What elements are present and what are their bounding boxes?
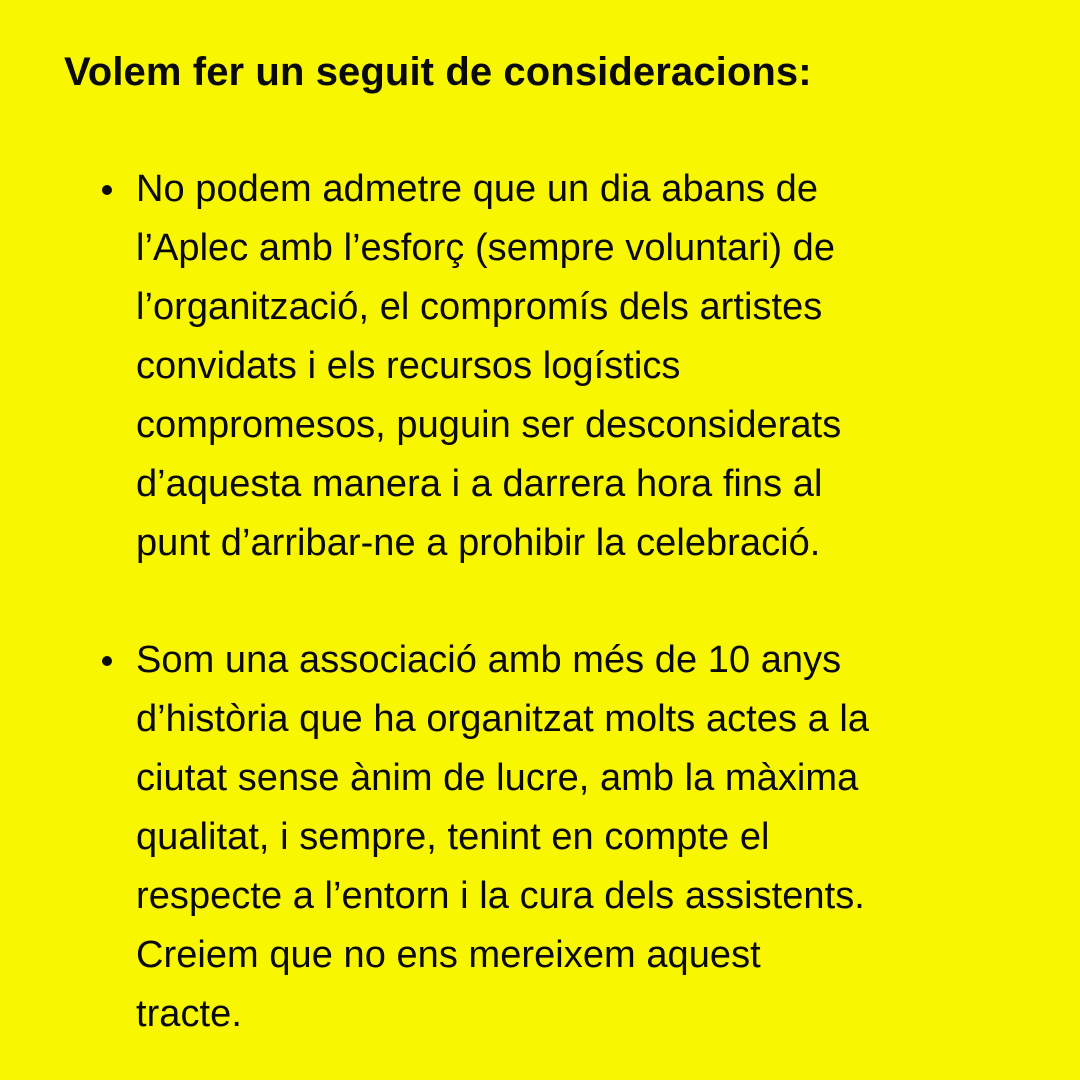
- page-title: Volem fer un seguit de consideracions:: [64, 50, 812, 94]
- bullet-icon: [102, 185, 112, 195]
- list-item: [136, 631, 1076, 1044]
- bullet-icon: [102, 656, 112, 666]
- text-line: convidats i els recursos logístics: [136, 345, 681, 387]
- text-line: l’Aplec amb l’esforç (sempre voluntari) de: [136, 227, 836, 269]
- text-line: punt d’arribar-ne a prohibir la celebració.: [136, 522, 821, 564]
- text-line: No podem admetre que un dia abans de: [136, 168, 819, 210]
- text-line: respecte a l’entorn i la cura dels assistents.: [136, 875, 865, 917]
- text-line: Som una associació amb més de 10 anys: [136, 639, 842, 681]
- text-line: ciutat sense ànim de lucre, amb la màxima: [136, 757, 859, 799]
- text-line: tracte.: [136, 993, 242, 1035]
- text-line: l’organització, el compromís dels artistes: [136, 286, 823, 328]
- list-item: [136, 160, 1076, 573]
- text-line: compromesos, puguin ser desconsiderats: [136, 404, 842, 446]
- text-line: d’història que ha organitzat molts actes a la: [136, 698, 870, 740]
- considerations-list: [136, 160, 1076, 1044]
- text-line: qualitat, i sempre, tenint en compte el: [136, 816, 770, 858]
- text-line: Creiem que no ens mereixem aquest: [136, 934, 761, 976]
- text-line: d’aquesta manera i a darrera hora fins al: [136, 463, 823, 505]
